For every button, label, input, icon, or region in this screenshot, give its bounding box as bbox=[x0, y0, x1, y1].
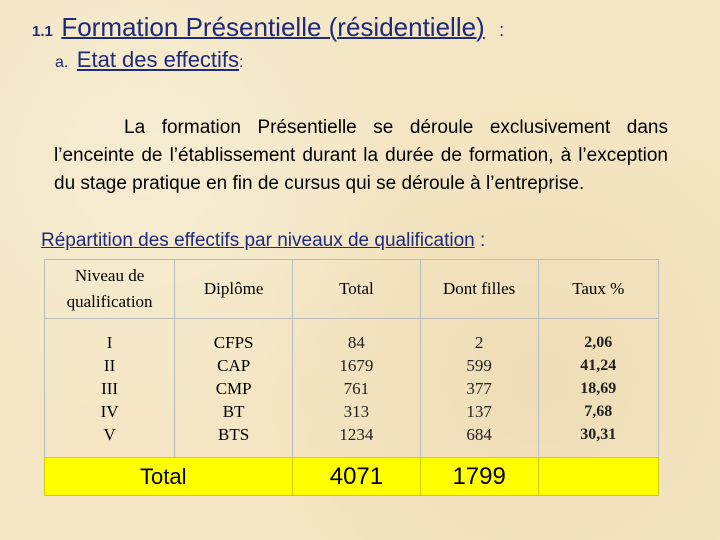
table-cell: 599 bbox=[466, 355, 492, 375]
table-cell: 1679 bbox=[339, 355, 374, 375]
table-cell: II bbox=[103, 355, 116, 375]
table-cell: 684 bbox=[466, 424, 492, 444]
total-value: 4071 bbox=[293, 458, 421, 496]
table-cell: V bbox=[103, 424, 116, 444]
niveau-column bbox=[45, 319, 175, 458]
table-cell: I bbox=[106, 332, 113, 352]
diplome-column bbox=[175, 319, 293, 458]
table-cell: 84 bbox=[347, 332, 365, 352]
table-cell: 7,68 bbox=[584, 402, 613, 420]
table-total-row bbox=[45, 458, 659, 496]
table-cell: 18,69 bbox=[580, 379, 617, 397]
table-cell: 761 bbox=[343, 378, 370, 398]
total-label: Total bbox=[45, 458, 293, 496]
subsection-number: a. bbox=[55, 54, 69, 71]
table-caption-colon: : bbox=[474, 230, 486, 251]
table-cell: BT bbox=[222, 401, 245, 421]
table-cell: IV bbox=[100, 401, 119, 421]
section-number: 1.1 bbox=[32, 23, 53, 40]
table-cell: 313 bbox=[343, 401, 370, 421]
table-cell: 377 bbox=[466, 378, 492, 398]
subsection-colon: : bbox=[239, 54, 244, 71]
table-cell: BTS bbox=[218, 424, 250, 444]
table-cell: 1234 bbox=[339, 424, 374, 444]
total-column bbox=[293, 319, 421, 458]
subsection-heading bbox=[55, 47, 244, 73]
table-cell: 41,24 bbox=[580, 356, 617, 374]
filles-column bbox=[420, 319, 538, 458]
table-caption-text: Répartition des effectifs par niveaux de qualification bbox=[41, 230, 475, 251]
header-diplome: Diplôme bbox=[175, 260, 293, 319]
section-heading bbox=[32, 12, 504, 43]
table-cell: CFPS bbox=[213, 332, 254, 352]
description-paragraph: La formation Présentielle se déroule exclusivement dans l’enceinte de l’établissement durant la durée de formation, à l’exception du stage pratique en fin de cursus qui se déroule à l’entreprise. bbox=[54, 117, 668, 194]
taux-column bbox=[538, 319, 658, 458]
total-filles: 1799 bbox=[420, 458, 538, 496]
section-title: Formation Présentielle (résidentielle) bbox=[61, 12, 485, 42]
header-total: Total bbox=[293, 260, 421, 319]
subsection-title: Etat des effectifs bbox=[76, 47, 240, 72]
table-cell: CAP bbox=[217, 355, 251, 375]
section-colon: : bbox=[499, 20, 505, 40]
effectifs-table bbox=[44, 259, 659, 496]
header-niveau: Niveau de qualification bbox=[45, 260, 175, 319]
table-caption bbox=[41, 230, 485, 252]
header-taux: Taux % bbox=[538, 260, 658, 319]
table-body-row bbox=[45, 319, 659, 458]
table-header-row bbox=[45, 260, 659, 319]
table-cell: 2 bbox=[474, 332, 484, 352]
table-cell: 2,06 bbox=[584, 333, 613, 351]
table-cell: 30,31 bbox=[580, 425, 617, 443]
table-cell: III bbox=[101, 378, 119, 398]
header-filles: Dont filles bbox=[420, 260, 538, 319]
table-cell: CMP bbox=[215, 378, 252, 398]
table-cell: 137 bbox=[466, 401, 492, 421]
total-taux bbox=[538, 458, 658, 496]
